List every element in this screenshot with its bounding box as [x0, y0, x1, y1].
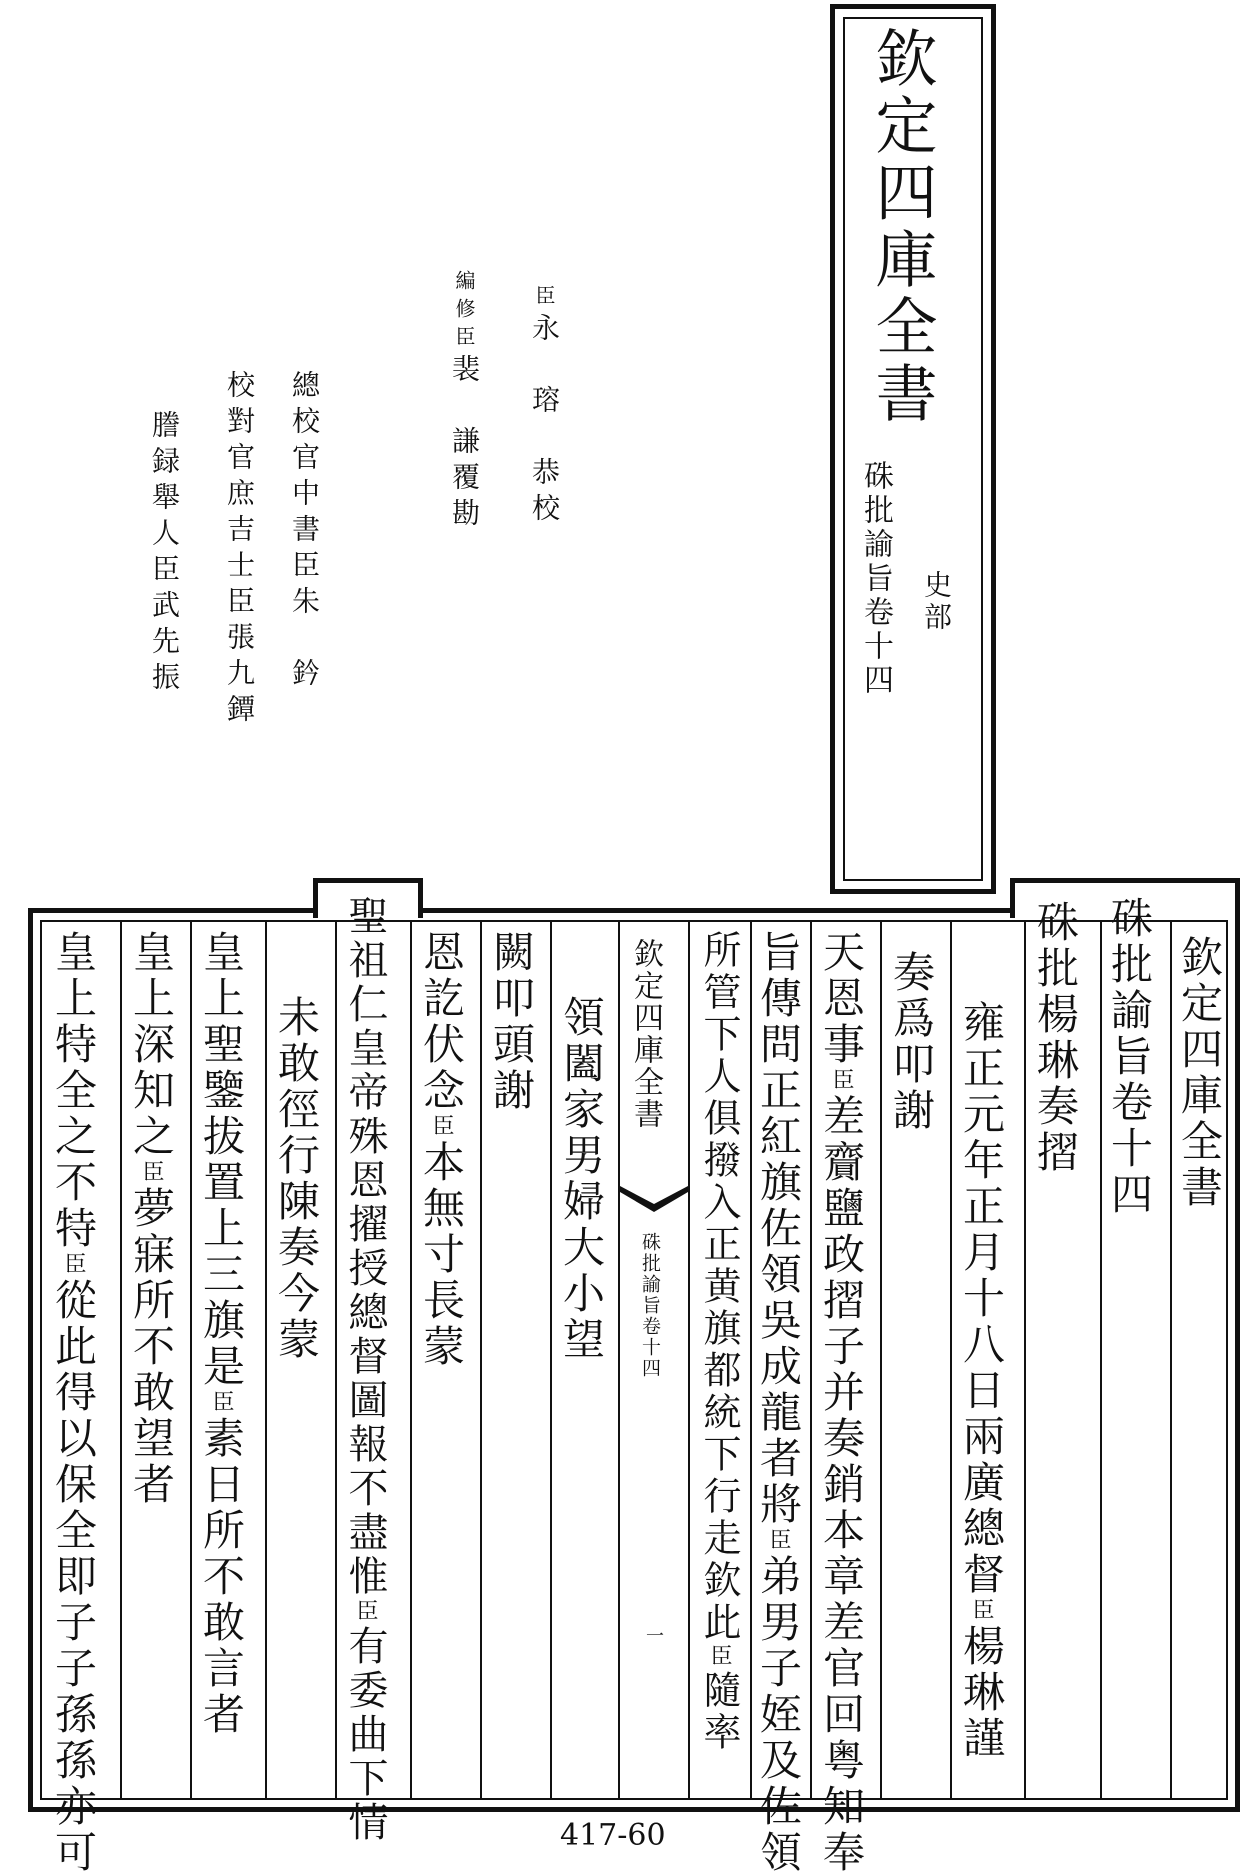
credit-line: 校對官庶吉士臣張九鐔	[223, 370, 256, 730]
text-column: 皇上深知之臣夢寐所不敢望者	[127, 930, 176, 1508]
slip-department: 史部	[920, 570, 953, 634]
gutter-page: 一	[646, 1626, 664, 1647]
credit-line: 總校官中書臣朱 鈐	[288, 370, 321, 694]
text-column: 硃批楊琳奏摺	[1031, 900, 1080, 1176]
text-column: 天恩事臣差齎鹽政摺子并奏銷本章差官回粤知奉	[817, 930, 866, 1876]
text-column: 欽定四庫全書	[1175, 935, 1224, 1211]
credit-line: 編修臣裴 謙覆勘	[448, 270, 481, 534]
text-column: 硃批諭旨卷十四	[1105, 896, 1154, 1218]
text-column: 所管下人俱撥入正黄旗都統下行走欽此臣隨率	[697, 930, 741, 1754]
text-column: 皇上特全之不特臣從此得以保全即子子孫孫亦可	[49, 930, 98, 1876]
slip-subtitle: 硃批諭旨卷十四	[858, 460, 893, 698]
text-column: 恩訖伏念臣本無寸長蒙	[417, 930, 466, 1370]
page-number: 417-60	[560, 1818, 666, 1853]
slip-title: 欽定四庫全書	[865, 26, 938, 428]
text-column: 旨傳問正紅旗佐領吳成龍者將臣弟男子姪及佐領	[754, 930, 803, 1876]
credit-line: 臣永 瑢 恭校	[528, 285, 561, 529]
text-column: 奏爲叩謝	[887, 950, 936, 1134]
text-column: 聖祖仁皇帝殊恩擢授總督圖報不盡惟臣有委曲下情	[342, 895, 388, 1845]
gutter-title: 欽定四庫全書	[628, 938, 663, 1130]
text-column: 未敢徑行陳奏今蒙	[272, 995, 321, 1363]
credit-line: 謄録舉人臣武先振	[148, 410, 181, 698]
text-column: 領闔家男婦大小望	[557, 995, 606, 1363]
text-column: 雍正元年正月十八日兩廣總督臣楊琳謹	[957, 1000, 1006, 1762]
gutter-subtitle: 硃批諭旨卷十四	[639, 1232, 661, 1379]
text-column: 皇上聖鑒拔置上三旗是臣素日所不敢言者	[197, 930, 246, 1738]
text-column: 闕叩頭謝	[487, 930, 536, 1114]
fish-tail-icon	[620, 1186, 688, 1226]
